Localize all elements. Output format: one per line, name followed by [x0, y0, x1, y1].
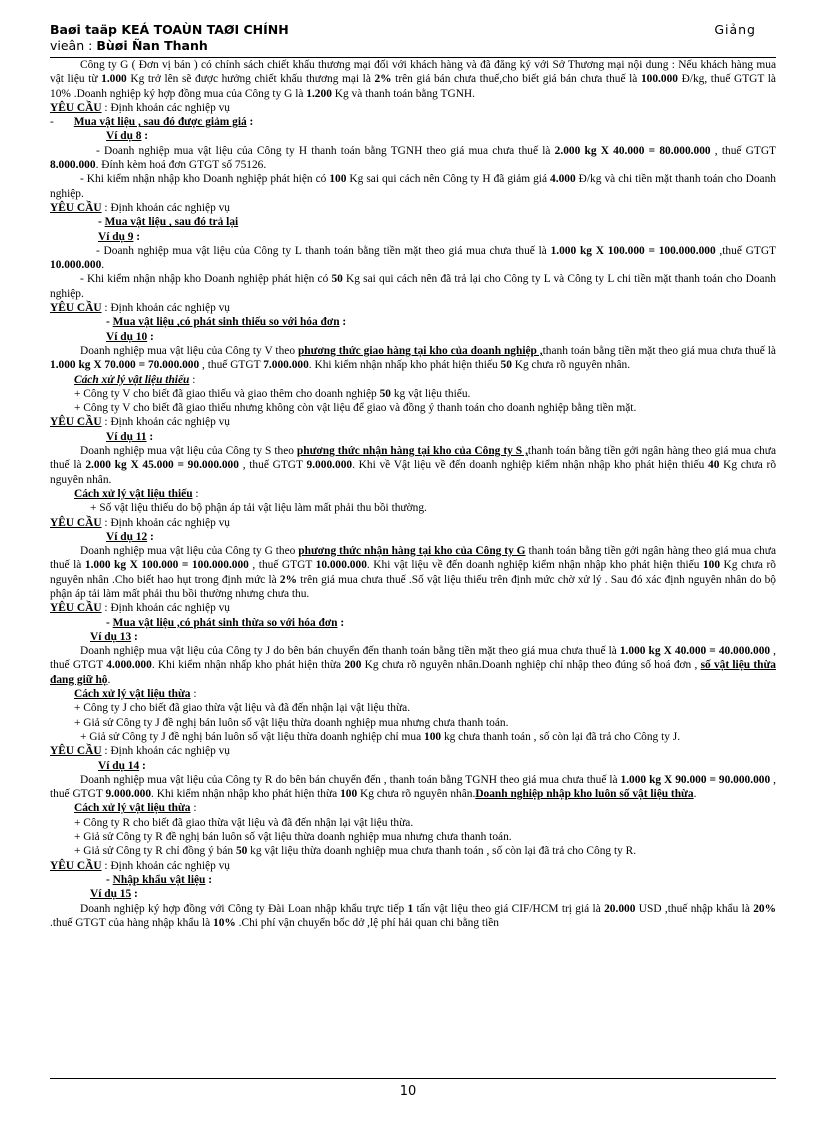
example-title-14: Ví dụ 14 : [98, 759, 146, 772]
intro-paragraph: Công ty G ( Đơn vị bán ) có chính sách chiết khấu thương mại đối với khách hàng và đã đăng ký với Sở Thương mại nội dung : Nếu khách hàng mua vật liệu từ 1.000 Kg trở lên sẽ được hưởng chiết khấu thương mại là 2% trên giá bán chưa thuế,cho biết giá bán chưa thuế là 100.000 Đ/kg, thuế GTGT là 10% .Doanh nghiệp ký hợp đồng mua của Công ty G là 1.200 Kg và thanh toán bằng TGNH. [50, 59, 776, 100]
example-12-body: Doanh nghiệp mua vật liệu của Công ty G theo phương thức nhận hàng tại kho của Công ty G thanh toán bằng tiền gởi ngân hàng theo giá mua chưa thuế là 1.000 kg X 100.000 = 100.000.000 , thuế GTGT 10.000.000. Khi vật liệu về đến doanh nghiệp kiểm nhận nhập kho phát hiện thiếu 100 Kg chưa rõ nguyên nhân .Cho biết hao hụt trong định mức là 2% trên giá mua chưa thuế .Số vật liệu thiếu trên định mức chờ xử lý . Sau đó xác định nguyên nhân do bộ phận áp tải làm mất phải thu bồi thường nhưng chưa thu. [50, 545, 777, 600]
example-13-body: Doanh nghiệp mua vật liệu của Công ty J do bên bán chuyển đến thanh toán bằng tiền mặt theo giá mua chưa thuế là 1.000 kg X 40.000 = 40.000.000 , thuế GTGT 4.000.000. Khi kiểm nhận nhấp kho phát hiện thừa 200 Kg chưa rõ nguyên nhân.Doanh nghiệp chỉ nhập theo đúng số hoá đơn , số vật liệu thừa đang giữ hộ. [50, 645, 776, 686]
example-8-line-a: - Doanh nghiệp mua vật liệu của Công ty H thanh toán bằng TGNH theo giá mua chưa thuế là 2.000 kg X 40.000 = 80.000.000 , thuế GTGT 8.000.000. Đính kèm hoá đơn GTGT số 75126. [50, 144, 776, 172]
handling-heading-10: Cách xử lý vật liệu thiếu : [74, 373, 196, 386]
example-8-line-b: - Khi kiểm nhận nhập kho Doanh nghiệp phát hiện có 100 Kg sai qui cách nên Công ty H đã giảm giá 4.000 Đ/kg và chi tiền mặt thanh toán cho Doanh nghiệp. [50, 173, 776, 200]
handling-10-item-1: + Công ty V cho biết đã giao thiếu và giao thêm cho doanh nghiệp 50 kg vật liệu thiếu. [74, 387, 471, 400]
example-title-8: Ví dụ 8 : [106, 130, 149, 143]
section-heading-8: - Mua vật liệu , sau đó được giảm giá : [50, 116, 254, 129]
section-heading-9: - Mua vật liệu , sau đó trả lại [98, 216, 239, 229]
example-title-9: Ví dụ 9 : [98, 230, 141, 243]
example-title-12: Ví dụ 12 : [106, 530, 154, 543]
page-number: 10 [399, 1084, 417, 1099]
document-body [50, 58, 776, 930]
example-14-body: Doanh nghiệp mua vật liệu của Công ty R do bên bán chuyển đến , thanh toán bằng TGNH theo giá mua chưa thuế là 1.000 kg X 90.000 = 90.000.000 , thuế GTGT 9.000.000. Khi kiểm nhận nhập kho phát hiện thừa 100 Kg chưa rõ nguyên nhân.Doanh nghiệp nhập kho luôn số vật liệu thừa. [50, 773, 776, 801]
handling-heading-11: Cách xử lý vật liệu thiếu : [74, 487, 199, 500]
requirement-line: YÊU CẦU : Định khoản các nghiệp vụ [50, 516, 231, 529]
example-title-15: Ví dụ 15 : [90, 888, 138, 901]
requirement-line: YÊU CẦU : Định khoản các nghiệp vụ [50, 101, 231, 114]
handling-heading-14: Cách xử lý vật liệu thừa : [74, 802, 197, 815]
handling-13-item-3: + Giả sử Công ty J đề nghị bán luôn số vật liệu thừa doanh nghiệp chỉ mua 100 kg chưa thanh toán , số còn lại đã trả cho Công ty J. [80, 730, 681, 743]
example-10-body: Doanh nghiệp mua vật liệu của Công ty V theo phương thức giao hàng tại kho của doanh nghiệp ,thanh toán bằng tiền mặt theo giá mua chưa thuế là 1.000 kg X 70.000 = 70.000.000 , thuế GTGT 7.000.000. Khi kiểm nhận nhấp kho phát hiện thiếu 50 Kg chưa rõ nguyên nhân. [50, 344, 776, 372]
section-heading-10: - Mua vật liệu ,có phát sinh thiếu so với hóa đơn : [106, 316, 347, 329]
handling-13-item-2: + Giả sử Công ty J đề nghị bán luôn số vật liệu thừa doanh nghiệp mua nhưng chưa thanh toán. [74, 716, 509, 729]
handling-10-item-2: + Công ty V cho biết đã giao thiếu nhưng không còn vật liệu để giao và đồng ý thanh toán cho doanh nghiệp bằng tiền mặt. [74, 402, 637, 415]
section-heading-13: - Mua vật liệu ,có phát sinh thừa so với hóa đơn : [106, 616, 345, 629]
requirement-line: YÊU CẦU : Định khoản các nghiệp vụ [50, 602, 231, 615]
example-15-body: Doanh nghiệp ký hợp đồng với Công ty Đài Loan nhập khẩu trực tiếp 1 tấn vật liệu theo giá CIF/HCM trị giá là 20.000 USD ,thuế nhập khẩu là 20% .thuế GTGT của hàng nhập khẩu là 10% .Chi phí vận chuyển bốc dở ,lệ phí hải quan chi bằng tiền [50, 902, 776, 929]
section-heading-15: - Nhập khẩu vật liệu : [106, 873, 213, 886]
handling-heading-13: Cách xử lý vật liệu thừa : [74, 688, 197, 701]
handling-14-item-1: + Công ty R cho biết đã giao thừa vật liệu và đã đến nhận lại vật liệu thừa. [74, 816, 414, 829]
handling-14-item-2: + Giả sử Công ty R đề nghị bán luôn số vật liệu thừa doanh nghiệp mua nhưng chưa thanh toán. [74, 831, 512, 844]
handling-14-item-3: + Giả sử Công ty R chỉ đồng ý bán 50 kg vật liệu thừa doanh nghiệp mua chưa thanh toán , số còn lại đã trả cho Công ty R. [74, 845, 637, 858]
example-11-body: Doanh nghiệp mua vật liệu của Công ty S theo phương thức nhận hàng tại kho của Công ty S ,thanh toán bằng tiền gởi ngân hàng theo giá mua chưa thuế là 2.000 kg X 45.000 = 90.000.000 , thuế GTGT 9.000.000. Khi về Vật liệu về đến doanh nghiệp kiểm nhận nhập kho phát hiện thiếu 40 Kg chưa rõ nguyên nhân. [50, 445, 777, 486]
requirement-line: YÊU CẦU : Định khoản các nghiệp vụ [50, 416, 231, 429]
example-title-11: Ví dụ 11 : [106, 430, 154, 443]
requirement-line: YÊU CẦU : Định khoản các nghiệp vụ [50, 302, 231, 315]
example-9-line-a: - Doanh nghiệp mua vật liệu của Công ty L thanh toán bằng tiền mặt theo giá mua chưa thuế là 1.000 kg X 100.000 = 100.000.000 ,thuế GTGT 10.000.000. [50, 244, 776, 272]
handling-11-item-1: + Số vật liệu thiếu do bộ phận áp tải vật liệu làm mất phải thu bồi thường. [90, 502, 427, 515]
header-role: Giảng [714, 22, 756, 37]
requirement-line: YÊU CẦU : Định khoản các nghiệp vụ [50, 201, 231, 214]
example-9-line-b: - Khi kiểm nhận nhập kho Doanh nghiệp phát hiện có 50 Kg sai qui cách nên đã trả lại cho Công ty L và Công ty L chi tiền mặt thanh toán cho Doanh nghiệp. [50, 273, 776, 300]
requirement-line: YÊU CẦU : Định khoản các nghiệp vụ [50, 859, 231, 872]
footer-rule [50, 1078, 776, 1079]
handling-13-item-1: + Công ty J cho biết đã giao thừa vật liệu và đã đến nhận lại vật liệu thừa. [74, 702, 411, 715]
requirement-line: YÊU CẦU : Định khoản các nghiệp vụ [50, 745, 231, 758]
example-title-10: Ví dụ 10 : [106, 330, 154, 343]
example-title-13: Ví dụ 13 : [90, 630, 138, 643]
header-course-title: Baøi taäp KEÁ TOAÙN TAØI CHÍNH [50, 22, 289, 37]
page-header [50, 22, 776, 58]
header-instructor: vieân : Bùøi Ñan Thanh [50, 38, 208, 53]
